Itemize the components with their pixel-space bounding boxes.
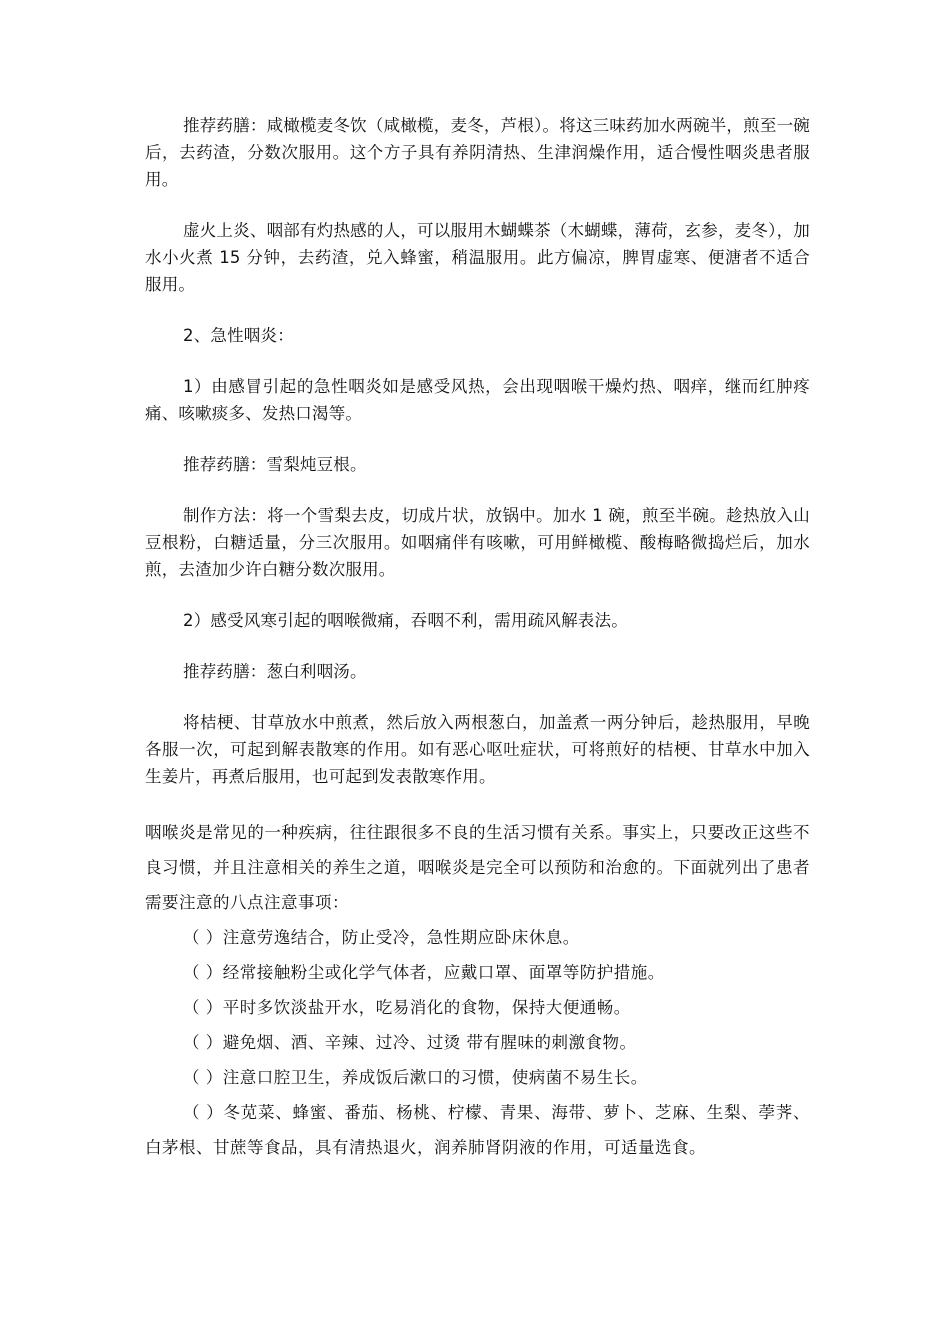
precautions-list	[145, 920, 810, 1165]
paragraph-olive-drink: 推荐药膳：咸橄榄麦冬饮（咸橄榄，麦冬，芦根）。将这三味药加水两碗半，煎至一碗后，去药渣，分数次服用。这个方子具有养阴清热、生津润燥作用，适合慢性咽炎患者服用。	[145, 116, 810, 189]
paragraph-pear-method: 制作方法：将一个雪梨去皮，切成片状，放锅中。加水 1 碗，煎至半碗。趁热放入山豆根粉，白糖适量，分三次服用。如咽痛伴有咳嗽，可用鲜橄榄、酸梅略微捣烂后，加水煎，去渣加少许白糖分数次服用。	[145, 506, 810, 579]
remedies-section	[145, 112, 810, 814]
list-item: （ ）经常接触粉尘或化学气体者，应戴口罩、面罩等防护措施。	[183, 963, 665, 982]
paragraph-butterfly-tea: 虚火上炎、咽部有灼热感的人，可以服用木蝴蝶茶（木蝴蝶，薄荷，玄参，麦冬），加水小火煮 15 分钟，去药渣，兑入蜂蜜，稍温服用。此方偏凉，脾胃虚寒、便溏者不适合服用。	[145, 221, 810, 294]
list-item: （ ）冬苋菜、蜂蜜、番茄、杨桃、柠檬、青果、海带、萝卜、芝麻、生梨、荸荠、白茅根、甘蔗等食品，具有清热退火，润养肺肾阴液的作用，可适量选食。	[145, 1103, 810, 1157]
paragraph-wind-heat: 1）由感冒引起的急性咽炎如是感受风热，会出现咽喉干燥灼热、咽痒，继而红肿疼痛、咳嗽痰多、发热口渴等。	[145, 377, 810, 423]
paragraph-pear-recipe: 推荐药膳：雪梨炖豆根。	[183, 455, 367, 474]
precautions-section	[145, 815, 810, 1165]
list-item: （ ）注意口腔卫生，养成饭后漱口的习惯，使病菌不易生长。	[183, 1068, 648, 1087]
paragraph-scallion-method: 将桔梗、甘草放水中煎煮，然后放入两根葱白，加盖煮一两分钟后，趁热服用，早晚各服一次，可起到解表散寒的作用。如有恶心呕吐症状，可将煎好的桔梗、甘草水中加入生姜片，再煮后服用，也可起到发表散寒作用。	[145, 713, 810, 786]
paragraph-scallion-recipe: 推荐药膳：葱白利咽汤。	[183, 662, 367, 681]
precautions-intro: 咽喉炎是常见的一种疾病，往往跟很多不良的生活习惯有关系。事实上，只要改正这些不良习惯，并且注意相关的养生之道，咽喉炎是完全可以预防和治愈的。下面就列出了患者需要注意的八点注意事项：	[145, 823, 810, 912]
list-item: （ ）避免烟、酒、辛辣、过冷、过烫 带有腥味的刺激食物。	[183, 1033, 637, 1052]
list-item: （ ）注意劳逸结合，防止受冷，急性期应卧床休息。	[183, 928, 580, 947]
heading-acute-pharyngitis: 2、急性咽炎：	[183, 326, 294, 345]
paragraph-wind-cold: 2）感受风寒引起的咽喉微痛，吞咽不利，需用疏风解表法。	[183, 611, 628, 630]
list-item: （ ）平时多饮淡盐开水，吃易消化的食物，保持大便通畅。	[183, 998, 631, 1017]
